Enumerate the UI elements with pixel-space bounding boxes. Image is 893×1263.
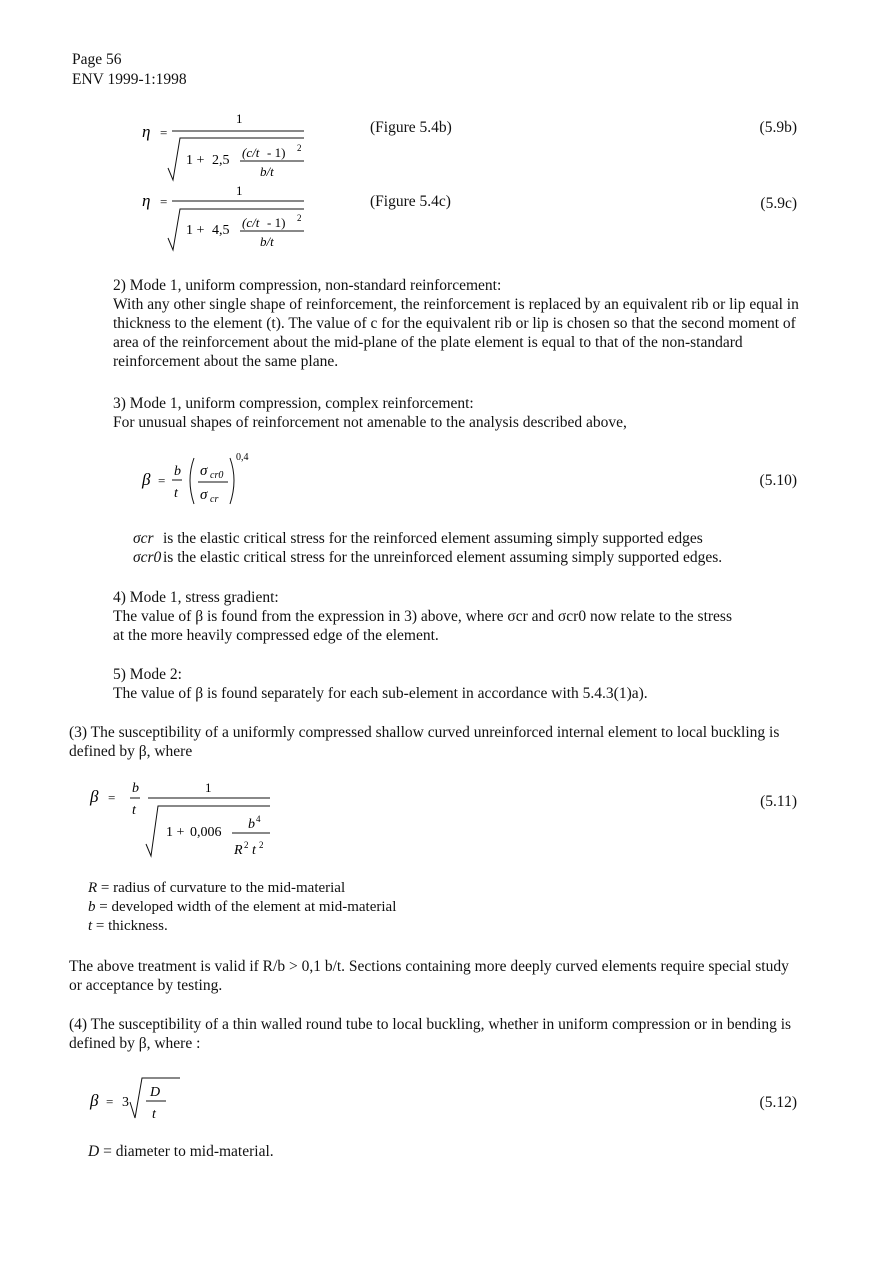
- equation-5-11: [88, 778, 288, 866]
- svg-text:1 +: 1 +: [186, 223, 205, 238]
- equation-number-5-11: (5.11): [760, 793, 797, 810]
- svg-text:2,5: 2,5: [212, 153, 230, 168]
- mode2-title: 2) Mode 1, uniform compression, non-standard reinforcement:: [113, 277, 502, 294]
- symbol: σcr: [133, 530, 154, 547]
- svg-text:t: t: [132, 803, 136, 818]
- svg-text:b: b: [132, 781, 139, 796]
- symbol: σcr0: [133, 549, 162, 566]
- definition-R: R = radius of curvature to the mid-material: [88, 880, 346, 896]
- svg-text:b/t: b/t: [260, 164, 274, 179]
- equation-number-5-10: (5.10): [759, 472, 797, 489]
- svg-text:1: 1: [205, 780, 212, 795]
- standard-code: ENV 1999-1:1998: [72, 71, 187, 88]
- svg-text:t: t: [252, 843, 256, 858]
- equation-5-9b: [140, 108, 320, 188]
- svg-text:1 +: 1 +: [166, 825, 185, 840]
- svg-text:t: t: [174, 486, 178, 501]
- mode4-body-a: The value of β is found from the expression in 3) above, where σcr and σcr0 now relate to the stress: [113, 608, 733, 625]
- svg-text:=: =: [158, 473, 166, 488]
- svg-text:cr0: cr0: [210, 470, 224, 481]
- equation-number-5-9b: (5.9b): [759, 119, 797, 136]
- eta-symbol: η: [142, 191, 151, 210]
- definition-b: b = developed width of the element at mid-material: [88, 899, 397, 915]
- clause3-paragraph: (3) The susceptibility of a uniformly compressed shallow curved unreinforced internal element to local buckling is defined by β, where: [69, 724, 780, 760]
- svg-text:=: =: [160, 194, 168, 209]
- mode3-title: 3) Mode 1, uniform compression, complex reinforcement:: [113, 395, 474, 412]
- svg-text:D: D: [150, 1085, 161, 1100]
- definitions-5-11: [88, 879, 396, 936]
- svg-text:cr: cr: [210, 494, 219, 505]
- svg-text:1: 1: [236, 183, 243, 198]
- figure-ref-5-4b: (Figure 5.4b): [370, 119, 452, 136]
- svg-text:t: t: [152, 1107, 156, 1122]
- definition-D: D = diameter to mid-material.: [88, 1143, 274, 1160]
- clause4-paragraph: (4) The susceptibility of a thin walled round tube to local buckling, whether in uniform compression or in bending is defined by β, where :: [69, 1016, 792, 1052]
- svg-text:β: β: [90, 1091, 99, 1110]
- svg-text:- 1): - 1): [267, 145, 286, 160]
- equation-number-5-12: (5.12): [759, 1094, 797, 1111]
- validity-paragraph: The above treatment is valid if R/b > 0,1 b/t. Sections containing more deeply curved elements require special study or acceptance by testing.: [69, 958, 789, 994]
- mode3-body: For unusual shapes of reinforcement not amenable to the analysis described above,: [113, 414, 627, 431]
- svg-text:σ: σ: [200, 487, 208, 503]
- svg-text:σ: σ: [200, 463, 208, 479]
- svg-text:(c/t: (c/t: [242, 145, 260, 160]
- svg-text:1: 1: [236, 111, 243, 126]
- svg-text:b: b: [174, 464, 181, 479]
- equation-5-12: [88, 1072, 198, 1132]
- eta-symbol: η: [142, 122, 151, 141]
- svg-text:β: β: [142, 470, 151, 489]
- mode3-section: [113, 394, 803, 432]
- equation-number-5-9c: (5.9c): [760, 195, 797, 212]
- svg-text:- 1): - 1): [267, 215, 286, 230]
- svg-text:b/t: b/t: [260, 234, 274, 249]
- svg-text:1 +: 1 +: [186, 153, 205, 168]
- mode4-section: [113, 588, 803, 645]
- svg-text:0,4: 0,4: [236, 452, 249, 463]
- mode5-title: 5) Mode 2:: [113, 666, 182, 683]
- svg-text:=: =: [106, 1094, 114, 1109]
- svg-text:2: 2: [297, 213, 302, 223]
- equation-5-9c: [140, 182, 320, 254]
- mode5-body: The value of β is found separately for each sub-element in accordance with 5.4.3(1)a).: [113, 685, 648, 702]
- svg-text:2: 2: [259, 840, 264, 850]
- svg-text:2: 2: [297, 143, 302, 153]
- svg-text:4,5: 4,5: [212, 223, 230, 238]
- svg-text:2: 2: [244, 840, 249, 850]
- mode5-section: [113, 665, 803, 703]
- svg-text:b: b: [248, 817, 255, 832]
- svg-text:β: β: [90, 787, 99, 806]
- svg-text:4: 4: [256, 814, 261, 824]
- equation-5-10: [140, 448, 270, 512]
- svg-text:R: R: [234, 843, 243, 858]
- mode4-title: 4) Mode 1, stress gradient:: [113, 589, 279, 606]
- page-number: Page 56: [72, 51, 122, 68]
- mode2-body: With any other single shape of reinforcement, the reinforcement is replaced by an equivalent rib or lip equal in thickness to the element (t). The value of c for the equivalent rib or lip is chosen so that the second moment of area of the reinforcement about the mid-plane of the plate element is equal to that of the non-standard reinforcement about the same plane.: [113, 296, 799, 370]
- svg-text:0,006: 0,006: [190, 825, 222, 840]
- svg-text:(c/t: (c/t: [242, 215, 260, 230]
- svg-text:3: 3: [122, 1095, 129, 1110]
- svg-text:=: =: [108, 790, 116, 805]
- definition-t: t = thickness.: [88, 918, 168, 934]
- mode4-body-b: at the more heavily compressed edge of the element.: [113, 627, 439, 644]
- mode2-section: [113, 276, 803, 371]
- definition-text: is the elastic critical stress for the reinforced element assuming simply supported edges: [163, 530, 703, 547]
- figure-ref-5-4c: (Figure 5.4c): [370, 193, 451, 210]
- definition-text: is the elastic critical stress for the unreinforced element assuming simply supported edges.: [163, 549, 723, 566]
- svg-text:=: =: [160, 125, 168, 140]
